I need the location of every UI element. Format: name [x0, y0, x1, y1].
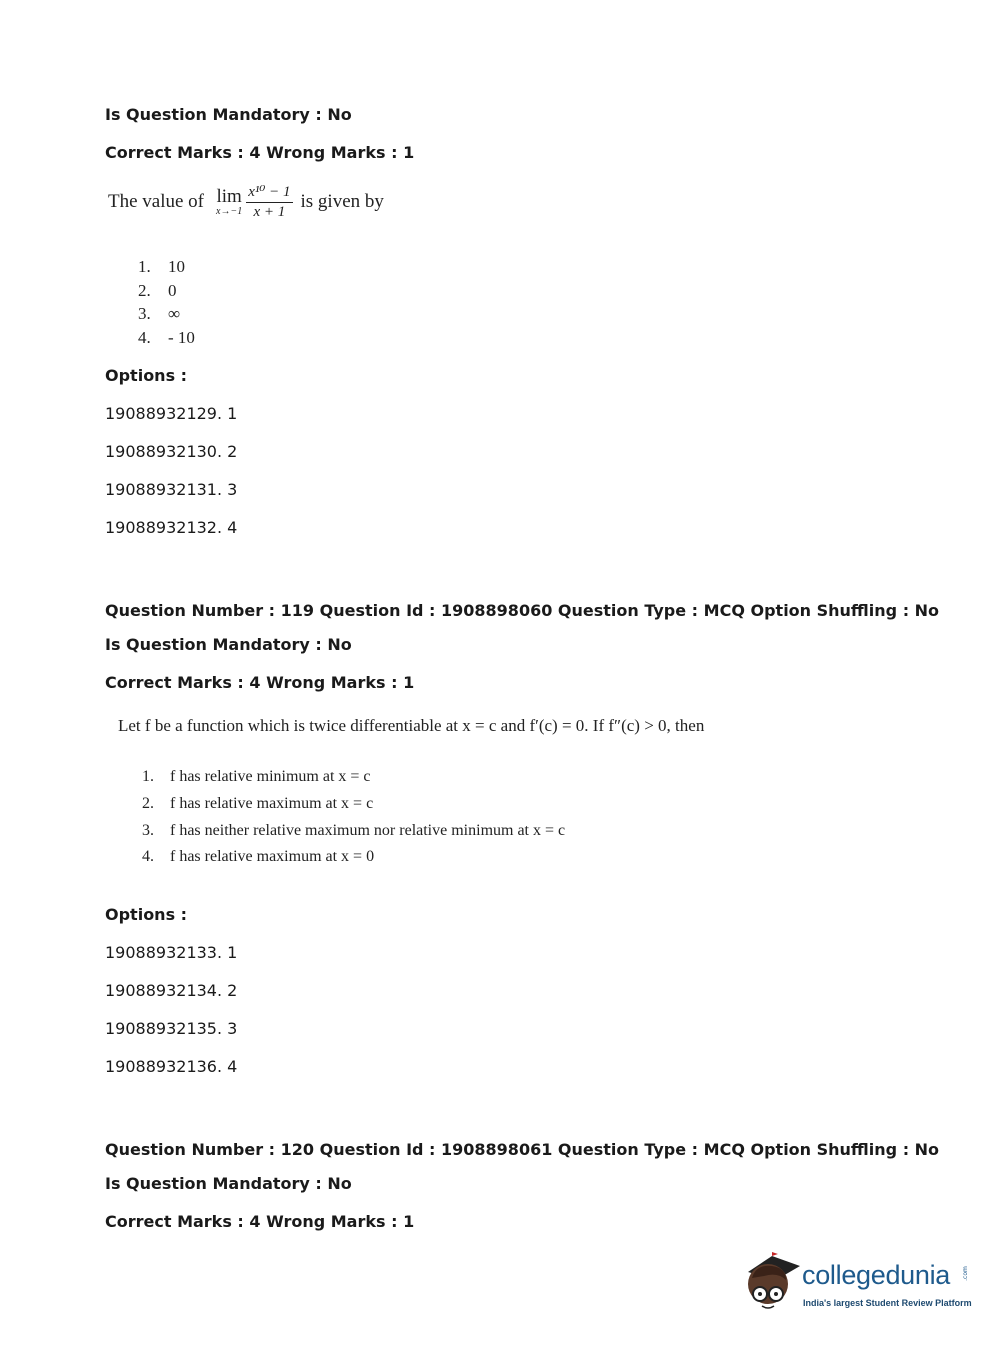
choice-text: ∞	[168, 304, 181, 323]
logo-tagline: India's largest Student Review Platform	[803, 1298, 972, 1308]
choice-item	[138, 279, 195, 303]
choice-item	[142, 764, 565, 791]
choice-item	[142, 818, 565, 845]
marks-line: Correct Marks : 4 Wrong Marks : 1	[105, 1212, 415, 1231]
mandatory-line: Is Question Mandatory : No	[105, 105, 352, 124]
mandatory-line: Is Question Mandatory : No	[105, 1174, 352, 1193]
choice-text: f has relative maximum at x = 0	[170, 848, 375, 866]
option-row: 19088932136. 4	[105, 1057, 238, 1076]
choice-number: 2.	[138, 280, 151, 300]
choice-number: 4.	[138, 327, 151, 347]
option-row: 19088932129. 1	[105, 404, 238, 423]
choice-item	[138, 302, 195, 326]
choice-number: 4.	[142, 848, 154, 866]
option-row: 19088932130. 2	[105, 442, 238, 461]
option-row: 19088932134. 2	[105, 981, 238, 1000]
option-row: 19088932135. 3	[105, 1019, 238, 1038]
choice-list	[138, 255, 195, 349]
choice-number: 3.	[138, 304, 151, 323]
question-stem: Let f be a function which is twice differentiable at x = c and f′(c) = 0. If f″(c) > 0, then	[118, 716, 705, 735]
option-row: 19088932133. 1	[105, 943, 238, 962]
option-row: 19088932132. 4	[105, 518, 238, 537]
choice-list	[142, 764, 565, 871]
mascot-icon	[742, 1250, 804, 1316]
fraction	[246, 182, 292, 221]
choice-text: f has neither relative maximum nor relative minimum at x = c	[170, 821, 566, 839]
collegedunia-logo	[742, 1250, 972, 1320]
mandatory-line: Is Question Mandatory : No	[105, 635, 352, 654]
question-header: Question Number : 120 Question Id : 1908898061 Question Type : MCQ Option Shuffling : No	[105, 1140, 940, 1159]
lim-word: lim	[216, 186, 242, 207]
lim-subscript: x→−1	[216, 206, 243, 217]
options-label: Options :	[105, 366, 188, 385]
choice-text: - 10	[168, 327, 195, 347]
question-stem	[108, 182, 384, 221]
option-row: 19088932131. 3	[105, 480, 238, 499]
stem-suffix: is given by	[300, 190, 384, 212]
fraction-denominator: x + 1	[253, 204, 286, 220]
logo-wordmark: collegedunia	[802, 1260, 951, 1290]
choice-item	[138, 326, 195, 350]
choice-number: 1.	[138, 257, 151, 276]
fraction-numerator: x¹⁰ − 1	[246, 182, 292, 203]
marks-line: Correct Marks : 4 Wrong Marks : 1	[105, 673, 415, 692]
choice-text: 10	[168, 257, 185, 276]
choice-number: 1.	[142, 768, 154, 785]
choice-item	[142, 791, 565, 818]
choice-item	[142, 844, 565, 871]
choice-item	[138, 255, 195, 279]
marks-line: Correct Marks : 4 Wrong Marks : 1	[105, 143, 415, 162]
choice-text: f has relative minimum at x = c	[170, 768, 371, 785]
stem-prefix: The value of	[108, 190, 205, 212]
choice-text: f has relative maximum at x = c	[170, 794, 374, 812]
limit-expression	[216, 186, 242, 217]
options-label: Options :	[105, 905, 188, 924]
question-header: Question Number : 119 Question Id : 1908898060 Question Type : MCQ Option Shuffling : No	[105, 601, 940, 620]
choice-number: 2.	[142, 794, 154, 812]
choice-text: 0	[168, 280, 177, 300]
logo-suffix: .com	[961, 1266, 969, 1281]
choice-number: 3.	[142, 821, 154, 839]
